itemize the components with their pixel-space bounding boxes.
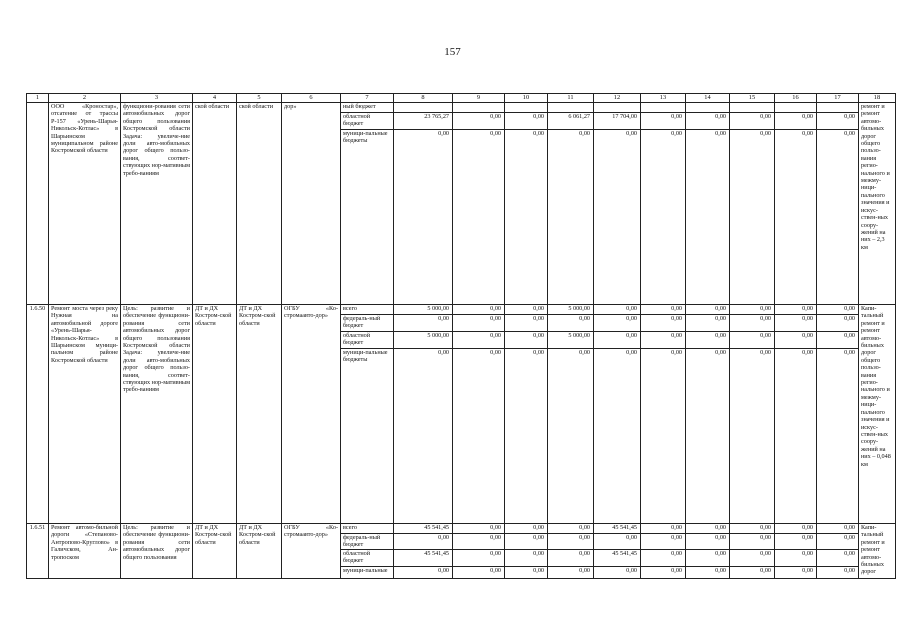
amount-cell: 0,00 <box>594 349 641 524</box>
customer-cell: ДТ и ДХ Костром-ской области <box>237 305 282 524</box>
amount-cell: 0,00 <box>686 315 730 332</box>
amount-cell: 0,00 <box>641 113 686 130</box>
amount-cell: 0,00 <box>453 305 505 315</box>
column-header: 16 <box>775 94 817 103</box>
amount-cell: 0,00 <box>730 113 775 130</box>
amount-cell: 0,00 <box>505 549 548 566</box>
column-header: 15 <box>730 94 775 103</box>
funding-source-cell: ный бюджет <box>341 103 394 113</box>
amount-cell: 0,00 <box>775 113 817 130</box>
item-goal-cell: Цель: развитие и обеспечение функциони-рования сети автомобильных дорог общего пользования Костромской области Задача: увеличе-ние доли авто-мобильных дорог общего пользо-вания, соответ-ствующих нор-мативным требо-ваниям <box>121 305 193 524</box>
table-row <box>27 103 896 113</box>
amount-cell: 0,00 <box>817 534 859 550</box>
item-name-cell: Ремонт автомо-бильной дороги «Степаново-Антропово-Круглово» в Галичском, Ан-тропоском <box>49 524 121 579</box>
column-header: 8 <box>394 94 453 103</box>
amount-cell: 0,00 <box>686 349 730 524</box>
amount-cell: 0,00 <box>730 534 775 550</box>
amount-cell <box>641 103 686 113</box>
amount-cell: 0,00 <box>505 534 548 550</box>
executor-cell: ОГБУ «Ко-стромаавто-дор» <box>282 524 341 579</box>
amount-cell: 0,00 <box>775 349 817 524</box>
amount-cell: 0,00 <box>775 524 817 534</box>
amount-cell: 45 541,45 <box>594 524 641 534</box>
column-header: 2 <box>49 94 121 103</box>
amount-cell: 0,00 <box>505 349 548 524</box>
amount-cell: 0,00 <box>730 315 775 332</box>
amount-cell <box>394 103 453 113</box>
amount-cell: 0,00 <box>505 315 548 332</box>
item-goal-cell: Цель: развитие и обеспечение функциони-рования сети автомобильных дорог общего пользования <box>121 524 193 579</box>
amount-cell: 0,00 <box>641 305 686 315</box>
amount-cell: 0,00 <box>394 315 453 332</box>
amount-cell: 45 541,45 <box>394 549 453 566</box>
amount-cell: 0,00 <box>505 566 548 578</box>
responsible-cell: ДТ и ДХ Костром-ской области <box>193 305 237 524</box>
amount-cell: 0,00 <box>817 549 859 566</box>
amount-cell <box>817 103 859 113</box>
amount-cell: 0,00 <box>775 305 817 315</box>
amount-cell: 0,00 <box>548 534 594 550</box>
table-row <box>27 524 896 534</box>
column-header-row <box>27 94 896 103</box>
amount-cell: 0,00 <box>817 113 859 130</box>
amount-cell: 0,00 <box>730 332 775 349</box>
amount-cell: 0,00 <box>641 332 686 349</box>
table-row <box>27 305 896 315</box>
amount-cell: 0,00 <box>775 130 817 305</box>
amount-cell: 0,00 <box>594 305 641 315</box>
column-header: 9 <box>453 94 505 103</box>
amount-cell: 0,00 <box>453 524 505 534</box>
amount-cell: 45 541,45 <box>594 549 641 566</box>
amount-cell: 0,00 <box>453 534 505 550</box>
funding-source-cell: областной бюджет <box>341 332 394 349</box>
amount-cell: 0,00 <box>775 332 817 349</box>
amount-cell: 0,00 <box>594 534 641 550</box>
responsible-cell: ДТ и ДХ Костром-ской области <box>193 524 237 579</box>
amount-cell: 0,00 <box>775 534 817 550</box>
amount-cell: 0,00 <box>453 113 505 130</box>
funding-source-cell: муници-пальные бюджеты <box>341 349 394 524</box>
amount-cell: 0,00 <box>505 332 548 349</box>
amount-cell: 0,00 <box>641 130 686 305</box>
amount-cell: 0,00 <box>817 524 859 534</box>
amount-cell: 0,00 <box>686 524 730 534</box>
amount-cell: 0,00 <box>730 305 775 315</box>
responsible-cell: ской области <box>193 103 237 305</box>
customer-cell: ской области <box>237 103 282 305</box>
funding-source-cell: областной бюджет <box>341 549 394 566</box>
funding-source-cell: федераль-ный бюджет <box>341 534 394 550</box>
amount-cell: 0,00 <box>686 549 730 566</box>
column-header: 13 <box>641 94 686 103</box>
amount-cell: 0,00 <box>548 549 594 566</box>
amount-cell: 0,00 <box>641 315 686 332</box>
amount-cell: 0,00 <box>686 130 730 305</box>
amount-cell: 0,00 <box>505 113 548 130</box>
amount-cell: 0,00 <box>817 305 859 315</box>
funding-source-cell: федераль-ный бюджет <box>341 315 394 332</box>
amount-cell: 0,00 <box>775 315 817 332</box>
amount-cell: 0,00 <box>775 566 817 578</box>
amount-cell: 0,00 <box>641 534 686 550</box>
amount-cell: 5 000,00 <box>548 332 594 349</box>
amount-cell: 0,00 <box>453 332 505 349</box>
customer-cell: ДТ и ДХ Костром-ской области <box>237 524 282 579</box>
amount-cell: 0,00 <box>548 566 594 578</box>
funding-source-cell: областной бюджет <box>341 113 394 130</box>
amount-cell: 0,00 <box>453 349 505 524</box>
column-header: 11 <box>548 94 594 103</box>
indicator-cell: ремонт и ремонт автомо-бильных дорог общего пользо-вания регио-нального и межму-ници-пального значения и искус-ствен-ных соору-жений на них – 2,3 км <box>859 103 896 305</box>
amount-cell: 23 765,27 <box>394 113 453 130</box>
amount-cell: 0,00 <box>548 130 594 305</box>
amount-cell: 0,00 <box>594 566 641 578</box>
amount-cell: 0,00 <box>548 349 594 524</box>
amount-cell: 0,00 <box>817 566 859 578</box>
column-header: 12 <box>594 94 641 103</box>
amount-cell: 0,00 <box>548 524 594 534</box>
column-header: 3 <box>121 94 193 103</box>
amount-cell: 6 061,27 <box>548 113 594 130</box>
amount-cell: 0,00 <box>686 534 730 550</box>
page-number: 157 <box>444 46 461 58</box>
funding-source-cell: муници-пальные <box>341 566 394 578</box>
amount-cell: 0,00 <box>730 524 775 534</box>
amount-cell: 0,00 <box>817 130 859 305</box>
amount-cell: 0,00 <box>641 566 686 578</box>
amount-cell <box>594 103 641 113</box>
budget-table <box>26 93 896 579</box>
indicator-cell: Капи-тальный ремонт и ремонт автомо-бильных дорог <box>859 524 896 579</box>
amount-cell: 0,00 <box>505 305 548 315</box>
column-header: 14 <box>686 94 730 103</box>
amount-cell: 0,00 <box>594 315 641 332</box>
amount-cell: 0,00 <box>817 332 859 349</box>
column-header: 1 <box>27 94 49 103</box>
column-header: 17 <box>817 94 859 103</box>
funding-source-cell: всего <box>341 524 394 534</box>
table-body <box>27 94 896 579</box>
amount-cell: 0,00 <box>686 332 730 349</box>
amount-cell <box>775 103 817 113</box>
budget-table-container <box>26 93 891 579</box>
amount-cell: 0,00 <box>817 349 859 524</box>
amount-cell <box>686 103 730 113</box>
amount-cell: 17 704,00 <box>594 113 641 130</box>
amount-cell: 5 000,00 <box>394 305 453 315</box>
item-name-cell: ООО «Кроностар», отсатение от трассы Р-157 «Урень-Шарья-Никольск-Котлас» в Шарьинском муниципальном районе Костромской области <box>49 103 121 305</box>
amount-cell: 0,00 <box>730 130 775 305</box>
amount-cell: 45 541,45 <box>394 524 453 534</box>
amount-cell: 0,00 <box>453 566 505 578</box>
item-id-cell: 1.6.50 <box>27 305 49 524</box>
indicator-cell: Капи-тальный ремонт и ремонт автомо-бильных дорог общего пользо-вания регио-нального и межму-ници-пального значения и искус-ствен-ных соору-жений на них – 0,048 км <box>859 305 896 524</box>
column-header: 6 <box>282 94 341 103</box>
amount-cell: 0,00 <box>730 549 775 566</box>
amount-cell: 0,00 <box>730 349 775 524</box>
column-header: 5 <box>237 94 282 103</box>
amount-cell: 0,00 <box>394 534 453 550</box>
amount-cell: 0,00 <box>453 549 505 566</box>
amount-cell: 0,00 <box>548 315 594 332</box>
amount-cell: 0,00 <box>505 130 548 305</box>
amount-cell: 5 000,00 <box>548 305 594 315</box>
amount-cell <box>730 103 775 113</box>
amount-cell: 0,00 <box>453 130 505 305</box>
executor-cell: ОГБУ «Ко-стромаавто-дор» <box>282 305 341 524</box>
amount-cell: 0,00 <box>505 524 548 534</box>
amount-cell: 0,00 <box>641 349 686 524</box>
amount-cell <box>548 103 594 113</box>
executor-cell: дор» <box>282 103 341 305</box>
amount-cell: 0,00 <box>686 566 730 578</box>
amount-cell: 0,00 <box>453 315 505 332</box>
amount-cell: 0,00 <box>641 549 686 566</box>
column-header: 18 <box>859 94 896 103</box>
column-header: 10 <box>505 94 548 103</box>
amount-cell: 0,00 <box>730 566 775 578</box>
amount-cell: 0,00 <box>686 113 730 130</box>
item-goal-cell: функциони-рования сети автомобильных дорог общего пользования Костромской области Задача: увеличе-ние доли авто-мобильных дорог общего пользо-вания, соответ-ствующих нор-мативным требо-ваниям <box>121 103 193 305</box>
column-header: 7 <box>341 94 394 103</box>
amount-cell <box>505 103 548 113</box>
item-id-cell <box>27 103 49 305</box>
amount-cell: 0,00 <box>775 549 817 566</box>
amount-cell: 0,00 <box>641 524 686 534</box>
amount-cell: 0,00 <box>394 130 453 305</box>
funding-source-cell: всего <box>341 305 394 315</box>
item-name-cell: Ремонт моста через реку Нужная на автомобильной дороге «Урень-Шарья-Никольск-Котлас» в Шарьинском муници-пальном районе Костромской области <box>49 305 121 524</box>
amount-cell: 0,00 <box>686 305 730 315</box>
amount-cell: 0,00 <box>594 332 641 349</box>
amount-cell: 0,00 <box>394 566 453 578</box>
amount-cell: 0,00 <box>594 130 641 305</box>
item-id-cell: 1.6.51 <box>27 524 49 579</box>
amount-cell: 5 000,00 <box>394 332 453 349</box>
amount-cell: 0,00 <box>394 349 453 524</box>
column-header: 4 <box>193 94 237 103</box>
amount-cell <box>453 103 505 113</box>
amount-cell: 0,00 <box>817 315 859 332</box>
funding-source-cell: муници-пальные бюджеты <box>341 130 394 305</box>
